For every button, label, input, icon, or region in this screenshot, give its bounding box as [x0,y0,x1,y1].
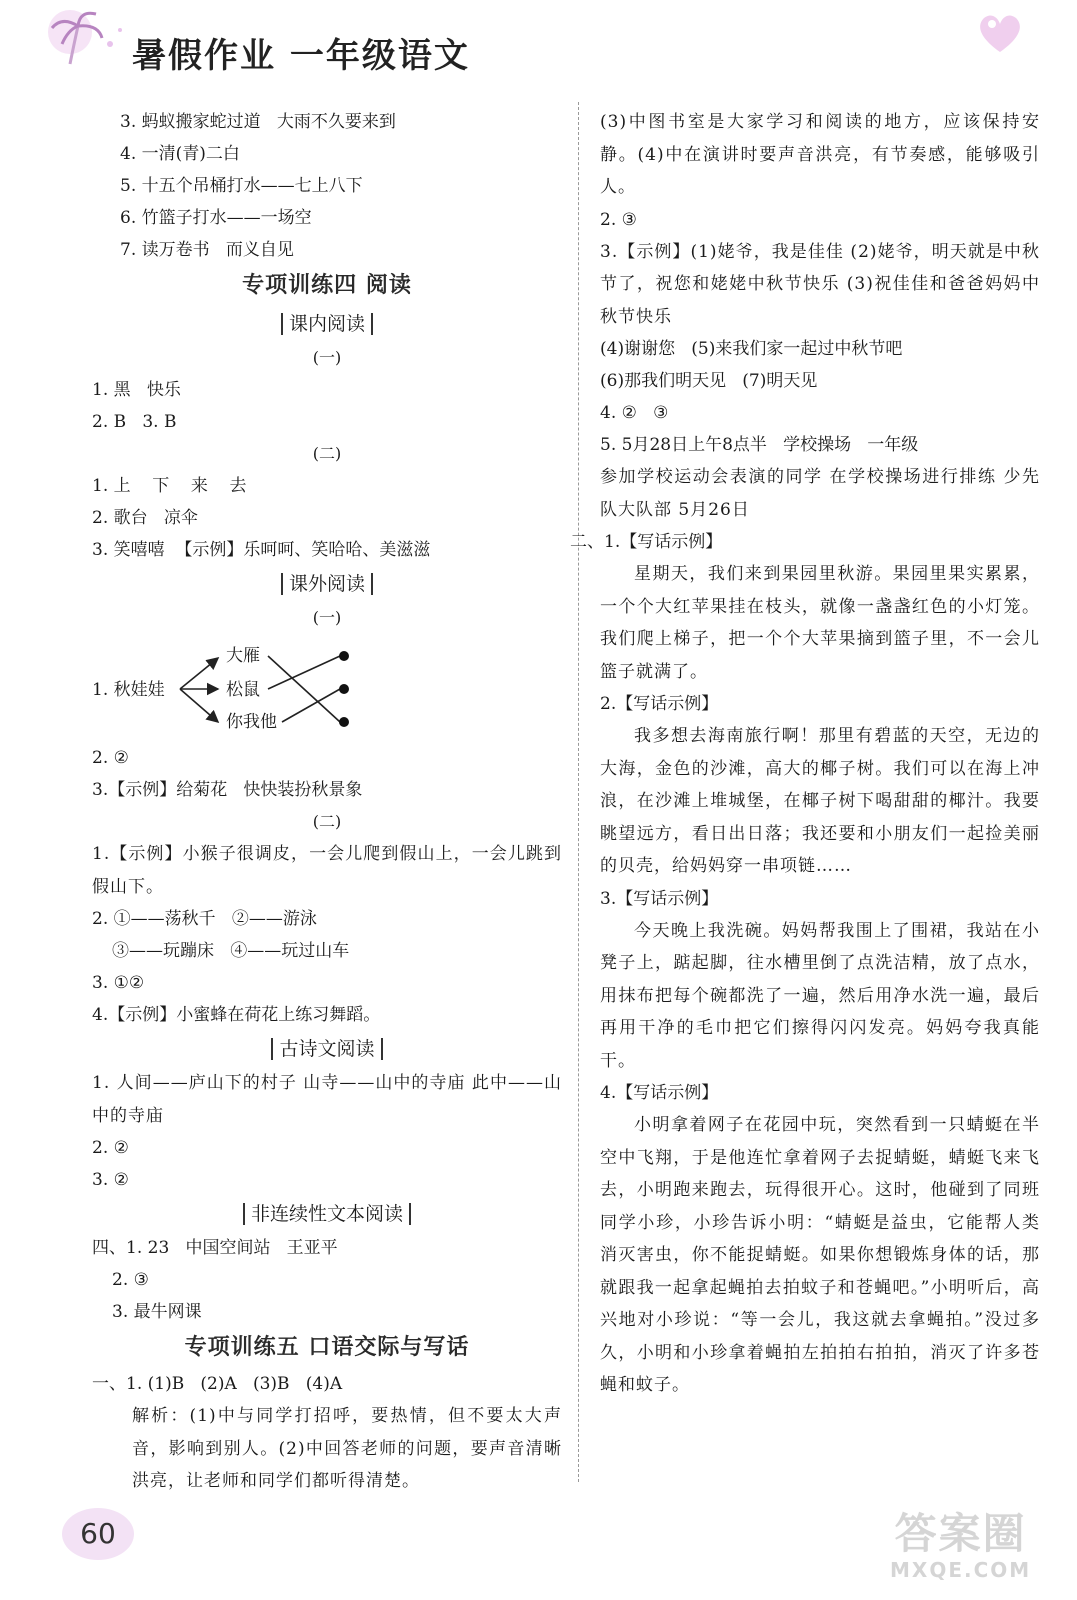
subsection-label: 课内阅读 [281,313,373,335]
subsection-label: 非连续性文本阅读 [243,1203,411,1225]
match-dot [339,684,349,694]
writing-sample-heading: 3.【写话示例】 [600,888,719,909]
part-title: (二) [312,444,342,463]
answer-line: 1. 上 下 来 去 [92,476,247,496]
answer-line: 2. ② [92,1138,129,1158]
answer-paragraph: 3.【示例】(1)姥爷，我是佳佳 (2)姥爷，明天就是中秋节了，祝您和姥姥中秋节快乐 (3)祝佳佳和爸爸妈妈中秋节快乐 [600,241,1040,327]
writing-sample-heading: 4.【写话示例】 [600,1083,719,1103]
diagram-item: 你我他 [226,712,277,732]
answer-line: 4.【示例】小蜜蜂在荷花上练习舞蹈。 [92,1005,381,1025]
answer-line: 2. 歌台 凉伞 [92,508,198,528]
match-line [268,656,340,722]
answer-line: 3. ② [92,1170,129,1190]
answer-line: 1. 黑 快乐 [92,380,181,400]
left-column [92,106,562,1498]
answer-line: 一、1. (1)B (2)A (3)B (4)A [92,1374,343,1394]
writing-sample-text: 星期天，我们来到果园里秋游。果园里果实累累，一个个大红苹果挂在枝头，就像一盏盏红色的小灯笼。我们爬上梯子，把一个个大苹果摘到篮子里，不一会儿篮子就满了。 [600,564,1040,682]
page-header-title: 暑假作业 一年级语文 [132,36,470,76]
answer-line: 5. 十五个吊桶打水——七上八下 [120,176,363,196]
diagram-item: 松鼠 [226,680,260,700]
answer-line: (4)谢谢您 (5)来我们家一起过中秋节吧 [600,339,903,359]
writing-sample-heading: 2.【写话示例】 [600,694,719,714]
watermark [890,1510,1031,1582]
writing-sample-heading: 二、1.【写话示例】 [570,532,723,552]
page-number: 60 [62,1508,134,1560]
writing-sample-text: 小明拿着网子在花园中玩，突然看到一只蜻蜓在半空中飞翔，于是他连忙拿着网子去捉蜻蜓，蜻蜓飞来飞去，小明跑来跑去，玩得很开心。这时，他碰到了同班同学小珍，小珍告诉小明：“蜻蜓是益虫，它能帮人类消灭害虫，你不能捉蜻蜓。如果你想锻炼身体的话，那就跟我一起拿起蝇拍去拍蚊子和苍蝇吧。”小明听后，高兴地对小珍说：“等一会儿，我这就去拿蝇拍。”没过多久，小明和小珍拿着蝇拍左拍拍右拍拍，消灭了许多苍蝇和蚊子。 [600,1115,1040,1395]
match-line [268,656,340,689]
answer-line: 6. 竹篮子打水——一场空 [120,208,312,228]
answer-line: 2. ③ [600,209,637,230]
analysis-continuation: (3)中图书室是大家学习和阅读的地方，应该保持安静。(4)中在演讲时要声音洪亮，有节奏感，能够吸引人。 [600,112,1040,197]
matching-diagram [92,634,562,742]
answer-line: 2. ③ [112,1270,149,1290]
answer-line: 2. B 3. B [92,412,177,432]
section-title-speaking-writing: 专项训练五 口语交际与写话 [184,1335,470,1360]
writing-sample-text: 我多想去海南旅行啊！那里有碧蓝的天空，无边的大海，金色的沙滩，高大的椰子树。我们可以在海上冲浪，在沙滩上堆城堡，在椰子树下喝甜甜的椰汁。我要眺望远方，看日出日落；我还要和小朋友们一起捡美丽的贝壳，给妈妈穿一串项链…… [600,726,1040,876]
arrow-to-dayan [180,658,218,689]
match-line [282,689,340,722]
subsection-label: 古诗文阅读 [271,1038,382,1060]
answer-line: ③——玩蹦床 ④——玩过山车 [112,941,350,961]
answer-line: 4. 一清(青)二白 [120,144,240,164]
idiom-answers [92,106,562,266]
answer-line: (6)那我们明天见 (7)明天见 [600,371,818,391]
watermark-url: MXQE.COM [890,1558,1032,1582]
answer-line: 2. ①——荡秋千 ②——游泳 [92,909,317,929]
answer-line: 3. 笑嘻嘻 【示例】乐呵呵、笑哈哈、美滋滋 [92,540,431,560]
match-dot [339,717,349,727]
subsection-label: 课外阅读 [281,573,373,595]
answer-line: 3. ①② [92,973,145,993]
subsection-title [92,566,562,602]
writing-sample-text: 今天晚上我洗碗。妈妈帮我围上了围裙，我站在小凳子上，踮起脚，往水槽里倒了点洗洁精，放了点水，用抹布把每个碗都洗了一遍，然后用净水洗一遍，最后再用干净的毛巾把它们擦得闪闪发亮。妈妈夸我真能干。 [600,920,1040,1071]
match-dot [339,651,349,661]
right-column [570,106,1040,1402]
column-divider [578,102,579,1482]
answer-line: 2. ② [92,748,129,768]
answer-paragraph: 1. 人间——庐山下的村子 山寺——山中的寺庙 此中——山中的寺庙 [92,1073,562,1126]
answer-paragraph: 参加学校运动会表演的同学 在学校操场进行排练 少先队大队部 5月26日 [600,467,1040,520]
part-title: (二) [312,812,342,831]
answer-line: 7. 读万卷书 而义自见 [120,240,294,260]
answer-line: 4. ② ③ [600,403,669,423]
answer-paragraph: 1.【示例】小猴子很调皮，一会儿爬到假山上，一会儿跳到假山下。 [92,844,562,897]
arrow-to-niwota [180,689,218,722]
analysis-paragraph: 解析：(1)中与同学打招呼，要热情，但不要太大声音，影响到别人。(2)中回答老师的问题，要声音清晰洪亮，让老师和同学们都听得清楚。 [132,1406,562,1491]
answer-line: 5. 5月28日上午8点半 学校操场 一年级 [600,435,919,455]
answer-line: 3. 最牛网课 [112,1302,202,1322]
section-title-reading: 专项训练四 阅读 [242,273,412,298]
answer-line: 四、1. 23 中国空间站 王亚平 [92,1238,338,1258]
diagram-root-label: 1. 秋娃娃 [92,680,165,700]
answer-line: 3. 蚂蚁搬家蛇过道 大雨不久要来到 [120,112,396,132]
diagram-item: 大雁 [226,646,260,666]
palm-tree-decoration-icon [40,4,130,74]
watermark-text: 答案圈 [894,1509,1027,1558]
answer-line: 3.【示例】给菊花 快快装扮秋景象 [92,780,363,800]
part-title: (一) [312,348,342,367]
heart-decoration-icon [970,8,1030,58]
subsection-title [92,1031,562,1067]
subsection-title [92,1196,562,1232]
subsection-title [92,306,562,342]
part-title: (一) [312,608,342,627]
